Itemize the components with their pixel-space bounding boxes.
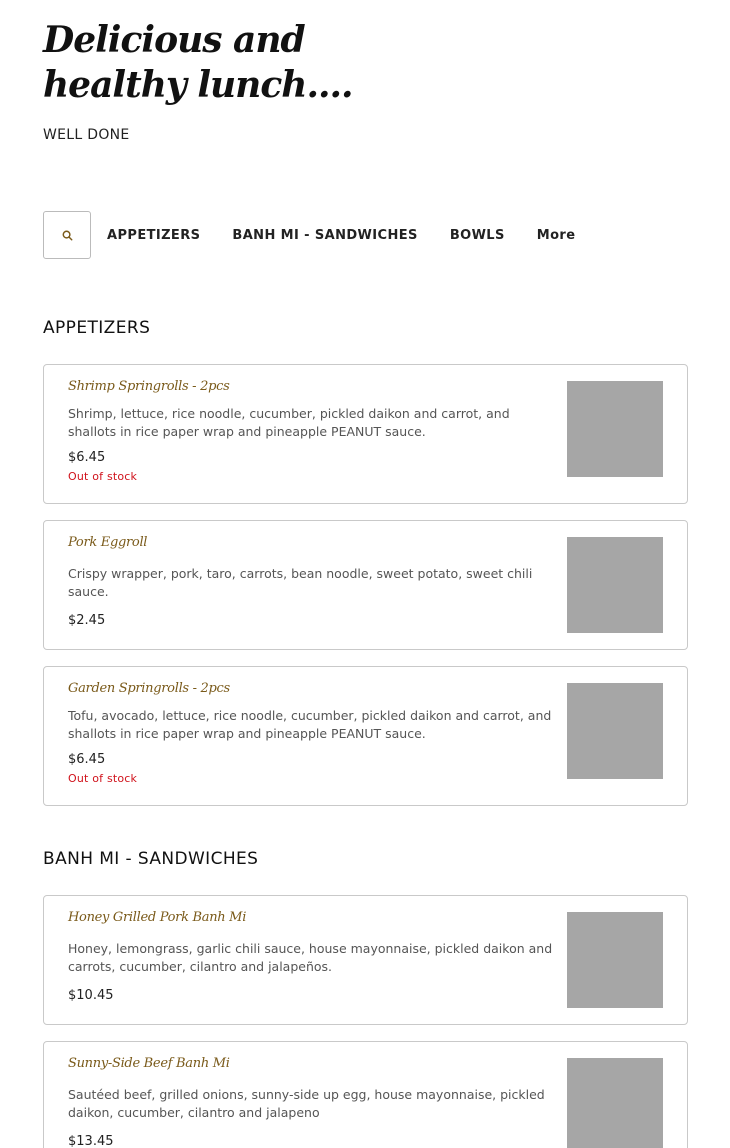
nav-link-bowls[interactable]: BOWLS: [449, 227, 505, 243]
menu-item-description: Honey, lemongrass, garlic chili sauce, house mayonnaise, pickled daikon and carrots, cucumber, cilantro and jalapeños.: [68, 941, 553, 974]
page-subtitle: WELL DONE: [43, 127, 130, 143]
category-nav: [43, 211, 575, 259]
out-of-stock-label: Out of stock: [68, 470, 138, 483]
menu-item-card[interactable]: [43, 666, 688, 806]
nav-link-appetizers[interactable]: APPETIZERS: [107, 227, 201, 243]
menu-item-description: Shrimp, lettuce, rice noodle, cucumber, pickled daikon and carrot, and shallots in rice paper wrap and pineapple PEANUT sauce.: [68, 406, 510, 439]
menu-item-price: $13.45: [68, 1134, 114, 1148]
menu-item-card[interactable]: [43, 364, 688, 504]
menu-item-description: Tofu, avocado, lettuce, rice noodle, cucumber, pickled daikon and carrot, and shallots in rice paper wrap and pineapple PEANUT sauce.: [68, 708, 552, 741]
menu-item-image: [567, 1058, 663, 1148]
menu-item-description: Sautéed beef, grilled onions, sunny-side up egg, house mayonnaise, pickled daikon, cucumber, cilantro and jalapeno: [68, 1087, 545, 1120]
section-title-appetizers: APPETIZERS: [43, 318, 151, 338]
menu-item-image: [567, 683, 663, 779]
out-of-stock-label: Out of stock: [68, 772, 138, 785]
menu-item-card[interactable]: [43, 520, 688, 650]
menu-item-price: $6.45: [68, 752, 106, 767]
menu-item-name: Honey Grilled Pork Banh Mi: [68, 910, 247, 925]
section-title-banh-mi: BANH MI - SANDWICHES: [43, 849, 259, 869]
nav-link-banh-mi[interactable]: BANH MI - SANDWICHES: [232, 227, 418, 243]
menu-item-name: Garden Springrolls - 2pcs: [68, 681, 230, 696]
menu-item-name: Sunny-Side Beef Banh Mi: [68, 1056, 230, 1071]
menu-item-price: $2.45: [68, 613, 106, 628]
menu-item-name: Shrimp Springrolls - 2pcs: [68, 379, 230, 394]
menu-item-image: [567, 381, 663, 477]
page-title: Delicious and healthy lunch....: [43, 19, 353, 106]
menu-item-price: $6.45: [68, 450, 106, 465]
hero: [43, 18, 363, 143]
search-icon: [62, 230, 73, 241]
menu-item-name: Pork Eggroll: [68, 535, 148, 550]
menu-item-description: Crispy wrapper, pork, taro, carrots, bean noodle, sweet potato, sweet chili sauce.: [68, 566, 533, 599]
menu-item-card[interactable]: [43, 895, 688, 1025]
menu-item-card[interactable]: [43, 1041, 688, 1148]
menu-item-price: $10.45: [68, 988, 114, 1003]
search-button[interactable]: [43, 211, 91, 259]
menu-item-image: [567, 912, 663, 1008]
nav-link-more[interactable]: More: [536, 227, 576, 243]
menu-item-image: [567, 537, 663, 633]
